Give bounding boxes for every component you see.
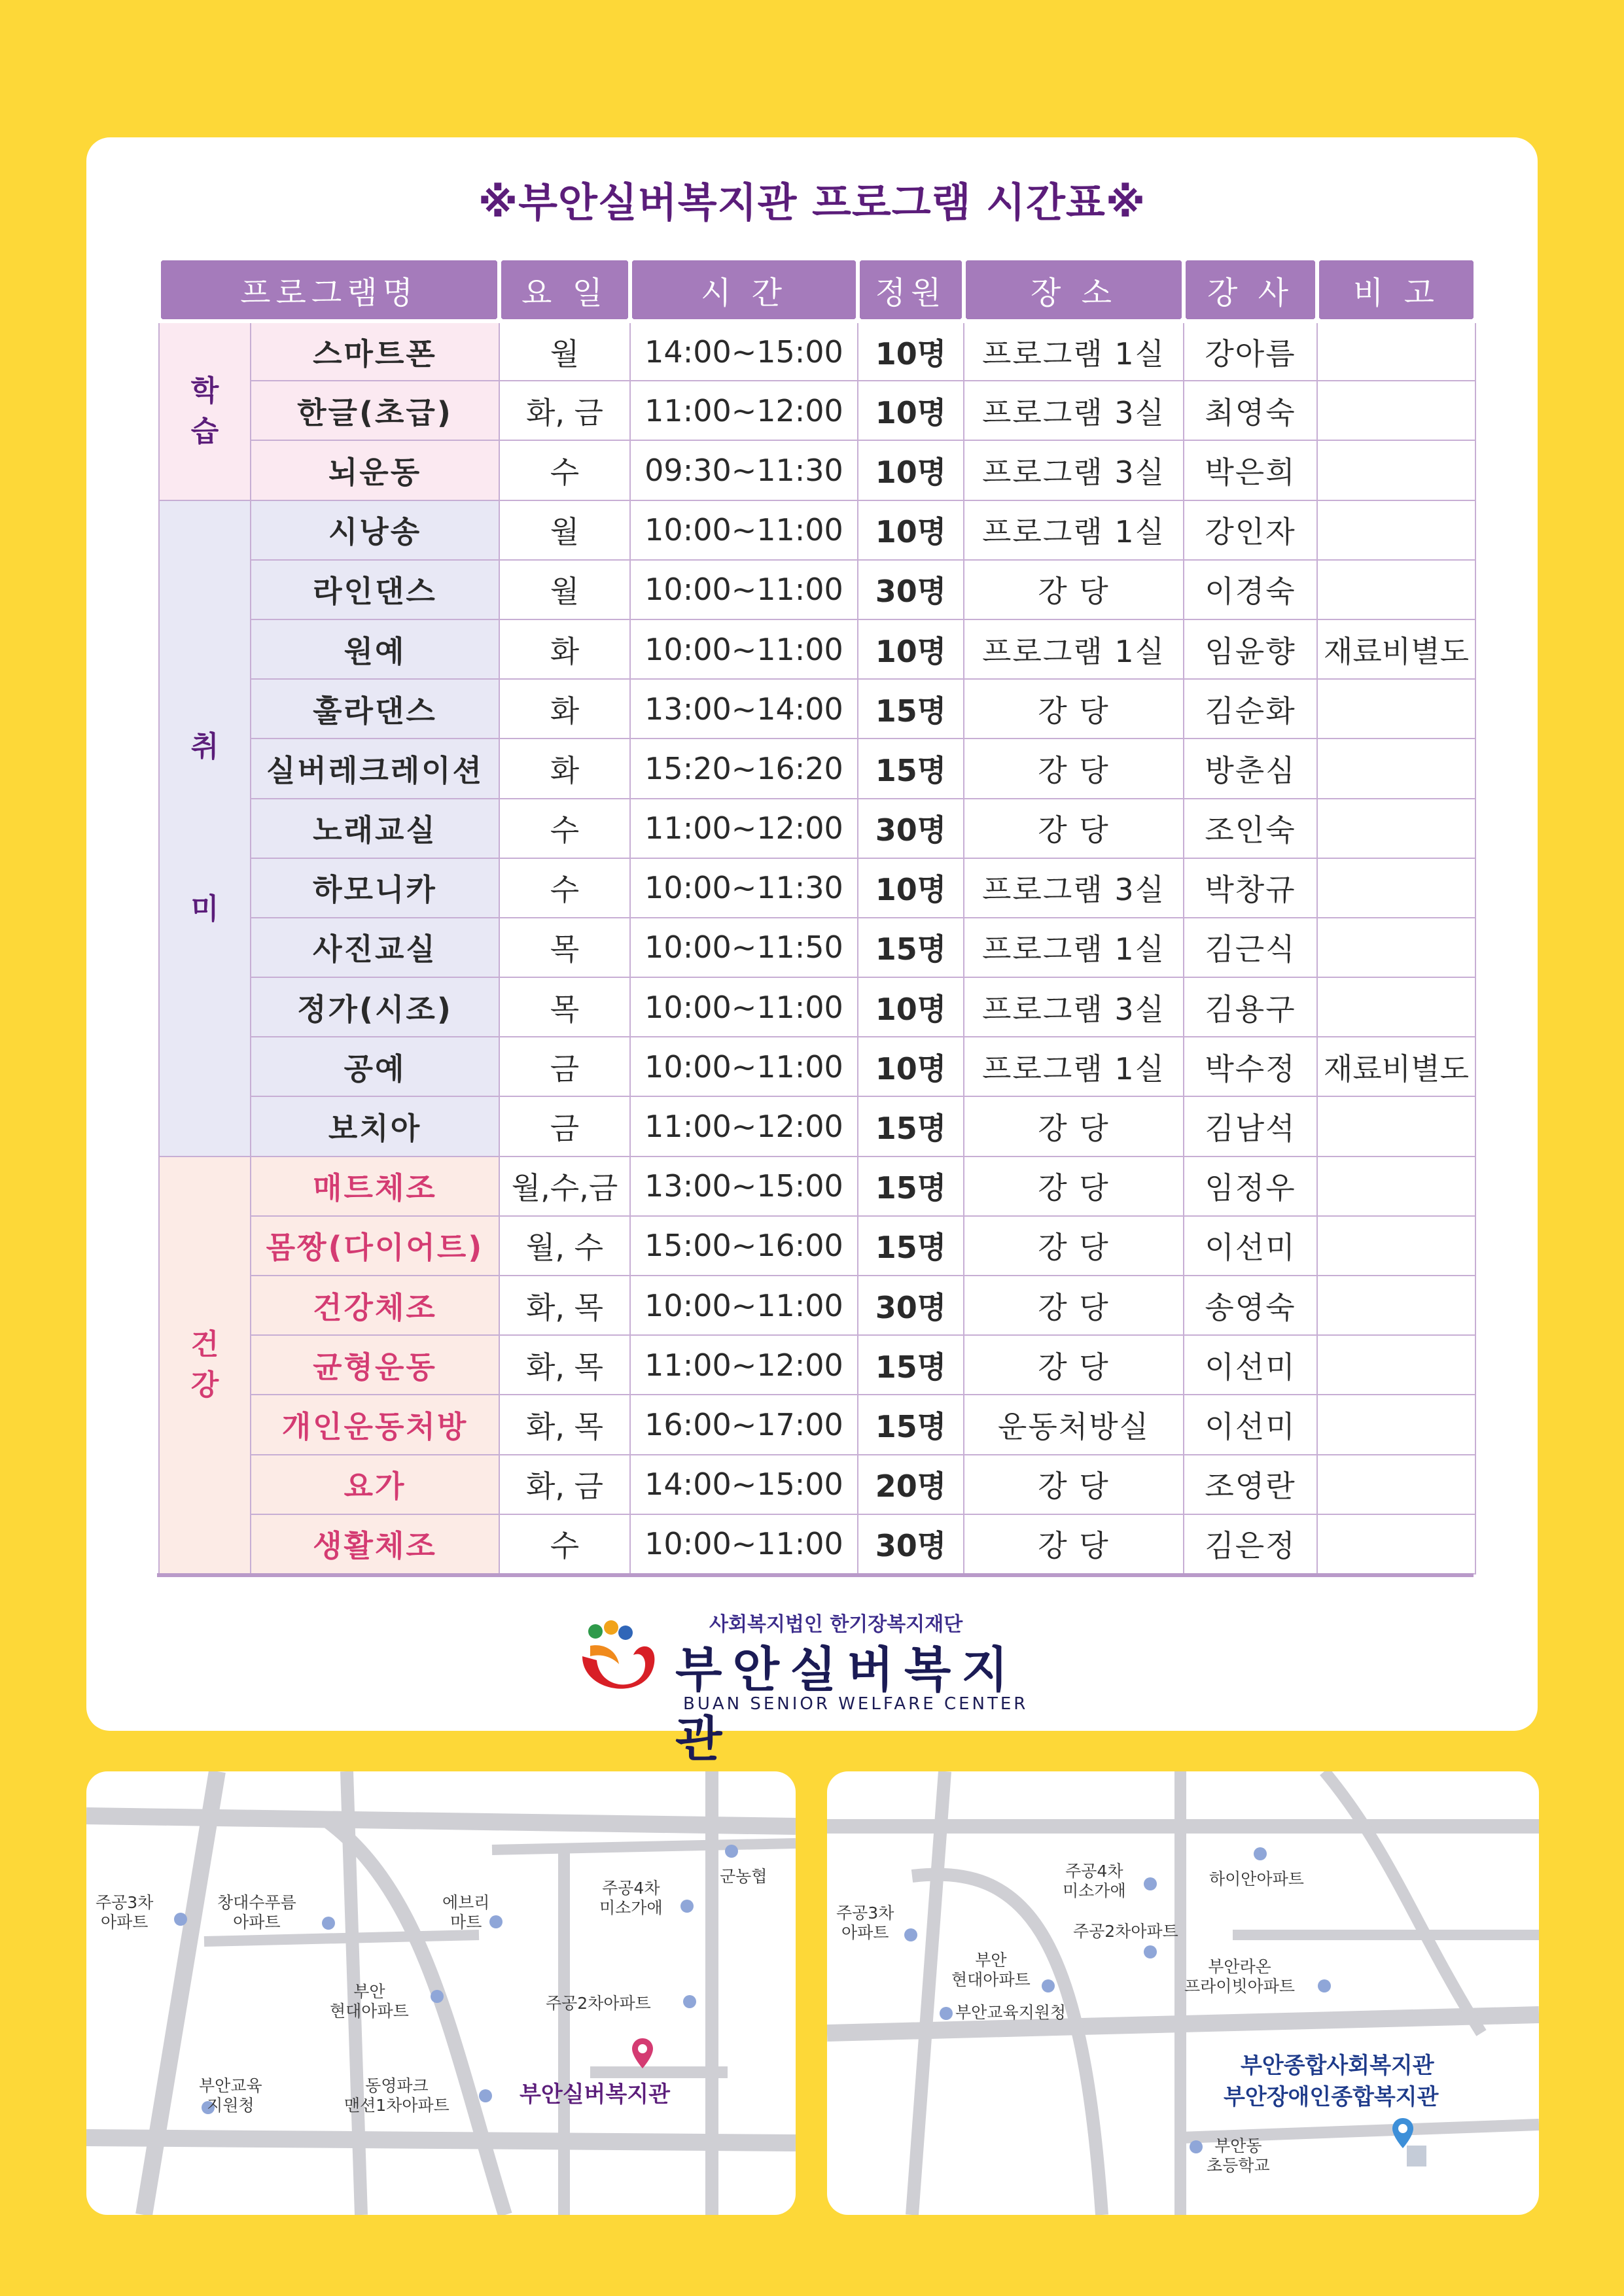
cell-capacity: 15명	[858, 739, 964, 798]
logo-subtitle: 사회복지법인 한기장복지재단	[709, 1613, 963, 1636]
cell-teacher: 김용구	[1184, 977, 1317, 1037]
cell-teacher: 김은정	[1184, 1514, 1317, 1574]
page-title: ※부안실버복지관 프로그램 시간표※	[478, 179, 1146, 226]
table-row	[159, 1157, 1475, 1216]
cell-program-name: 보치아	[251, 1096, 499, 1156]
cell-place: 프로그램 3실	[964, 858, 1184, 918]
cell-day: 화, 목	[499, 1395, 630, 1454]
table-row	[159, 560, 1475, 619]
map1-jugong4-label: 주공4차 미소가애	[599, 1879, 663, 1917]
cell-time: 10:00~11:00	[630, 500, 858, 560]
cell-capacity: 10명	[858, 977, 964, 1037]
cell-teacher: 조영란	[1184, 1455, 1317, 1514]
cell-day: 수	[499, 1514, 630, 1574]
cell-capacity: 10명	[858, 321, 964, 381]
cell-place: 운동처방실	[964, 1395, 1184, 1454]
map1-edu-label: 부안교육 지원청	[199, 2076, 262, 2115]
cell-program-name: 라인댄스	[251, 560, 499, 619]
cell-day: 화, 목	[499, 1335, 630, 1395]
cell-place: 강 당	[964, 1276, 1184, 1335]
map2-destination-1: 부안종합사회복지관	[1241, 2053, 1434, 2079]
cell-place: 강 당	[964, 1096, 1184, 1156]
cell-place: 강 당	[964, 739, 1184, 798]
cell-place: 프로그램 1실	[964, 321, 1184, 381]
cell-time: 11:00~12:00	[630, 1335, 858, 1395]
cell-time: 11:00~12:00	[630, 381, 858, 440]
cell-time: 11:00~12:00	[630, 1096, 858, 1156]
cell-time: 10:00~11:00	[630, 1037, 858, 1096]
cell-time: 16:00~17:00	[630, 1395, 858, 1454]
cell-program-name: 정가(시조)	[251, 977, 499, 1037]
logo	[571, 1603, 1068, 1767]
map2-school-label: 부안동 초등학교	[1207, 2136, 1270, 2175]
cell-time: 10:00~11:50	[630, 918, 858, 977]
cell-note	[1317, 739, 1475, 798]
map1-jugong3-label: 주공3차 아파트	[96, 1893, 154, 1932]
cell-teacher: 최영숙	[1184, 381, 1317, 440]
table-row	[159, 739, 1475, 798]
cell-capacity: 15명	[858, 1335, 964, 1395]
cell-place: 프로그램 1실	[964, 1037, 1184, 1096]
cell-note	[1317, 321, 1475, 381]
cell-program-name: 스마트폰	[251, 321, 499, 381]
map-welfare-center	[827, 1771, 1539, 2215]
table-row	[159, 1276, 1475, 1335]
cell-program-name: 노래교실	[251, 799, 499, 858]
cell-teacher: 조인숙	[1184, 799, 1317, 858]
map1-changdae-label: 창대수푸름 아파트	[217, 1893, 296, 1932]
cell-time: 14:00~15:00	[630, 321, 858, 381]
table-row	[159, 1514, 1475, 1574]
cell-day: 월	[499, 500, 630, 560]
cell-note	[1317, 500, 1475, 560]
cell-place: 강 당	[964, 560, 1184, 619]
map2-jugong2-dot	[1144, 1945, 1157, 1958]
cell-capacity: 10명	[858, 1037, 964, 1096]
cell-place: 강 당	[964, 799, 1184, 858]
cell-teacher: 방춘심	[1184, 739, 1317, 798]
cell-capacity: 10명	[858, 858, 964, 918]
map1-nonghyup-label: 군농협	[720, 1867, 768, 1886]
cell-day: 수	[499, 440, 630, 500]
header-place: 장 소	[964, 258, 1184, 321]
header-teacher: 강 사	[1184, 258, 1317, 321]
cell-program-name: 개인운동처방	[251, 1395, 499, 1454]
table-bottom-rule	[157, 1573, 1474, 1577]
header-day: 요 일	[499, 258, 630, 321]
header-time: 시 간	[630, 258, 858, 321]
cell-time: 10:00~11:00	[630, 1276, 858, 1335]
cell-note	[1317, 1096, 1475, 1156]
map1-hyundai-label: 부안 현대아파트	[330, 1982, 409, 2021]
map2-roads	[827, 1771, 1539, 2215]
cell-program-name: 뇌운동	[251, 440, 499, 500]
cell-note	[1317, 977, 1475, 1037]
table-row	[159, 1455, 1475, 1514]
map1-jugong3-dot	[174, 1913, 187, 1926]
schedule-table	[157, 256, 1477, 1574]
map2-hyundai-label: 부안 현대아파트	[951, 1951, 1031, 1989]
map1-destination: 부안실버복지관	[520, 2081, 670, 2108]
category-health: 건 강	[159, 1157, 251, 1574]
cell-capacity: 15명	[858, 1216, 964, 1276]
cell-place: 프로그램 3실	[964, 381, 1184, 440]
cell-note	[1317, 1276, 1475, 1335]
map2-laon-dot	[1318, 1979, 1331, 1992]
table-row	[159, 1037, 1475, 1096]
map1-dongyoung-dot	[479, 2089, 492, 2102]
cell-place: 강 당	[964, 1216, 1184, 1276]
cell-teacher: 송영숙	[1184, 1276, 1317, 1335]
category-learn: 학 습	[159, 321, 251, 500]
cell-time: 15:00~16:00	[630, 1216, 858, 1276]
cell-teacher: 김근식	[1184, 918, 1317, 977]
cell-day: 화, 금	[499, 1455, 630, 1514]
table-row	[159, 1216, 1475, 1276]
map2-location-pin-icon	[1391, 2117, 1430, 2169]
cell-teacher: 이선미	[1184, 1395, 1317, 1454]
cell-time: 10:00~11:00	[630, 977, 858, 1037]
cell-day: 화	[499, 739, 630, 798]
cell-place: 프로그램 3실	[964, 977, 1184, 1037]
cell-capacity: 30명	[858, 799, 964, 858]
map-silver-center	[86, 1771, 796, 2215]
cell-day: 목	[499, 977, 630, 1037]
map1-evri-dot	[489, 1915, 503, 1928]
map1-evri-label: 에브리 마트	[442, 1893, 490, 1932]
cell-teacher: 박창규	[1184, 858, 1317, 918]
cell-capacity: 15명	[858, 1157, 964, 1216]
cell-note	[1317, 1514, 1475, 1574]
header-note: 비 고	[1317, 258, 1475, 321]
cell-note	[1317, 679, 1475, 739]
cell-teacher: 임정우	[1184, 1157, 1317, 1216]
cell-teacher: 이선미	[1184, 1216, 1317, 1276]
cell-program-name: 하모니카	[251, 858, 499, 918]
cell-time: 10:00~11:00	[630, 619, 858, 679]
cell-program-name: 균형운동	[251, 1335, 499, 1395]
cell-program-name: 한글(초급)	[251, 381, 499, 440]
schedule-card	[86, 137, 1538, 1767]
cell-day: 월	[499, 321, 630, 381]
map2-jugong3-label: 주공3차 아파트	[836, 1904, 894, 1942]
cell-capacity: 30명	[858, 560, 964, 619]
header-program: 프로그램명	[159, 258, 499, 321]
category-hobby: 취 미	[159, 500, 251, 1157]
cell-place: 강 당	[964, 1514, 1184, 1574]
cell-teacher: 김순화	[1184, 679, 1317, 739]
cell-teacher: 이선미	[1184, 1335, 1317, 1395]
cell-day: 월,수,금	[499, 1157, 630, 1216]
table-row	[159, 1395, 1475, 1454]
map2-jugong4-dot	[1144, 1877, 1157, 1890]
cell-note	[1317, 918, 1475, 977]
cell-place: 프로그램 3실	[964, 440, 1184, 500]
map2-jugong2-label: 주공2차아파트	[1073, 1922, 1178, 1941]
cell-program-name: 실버레크레이션	[251, 739, 499, 798]
cell-time: 10:00~11:30	[630, 858, 858, 918]
cell-place: 강 당	[964, 679, 1184, 739]
table-row	[159, 799, 1475, 858]
cell-day: 월	[499, 560, 630, 619]
cell-note: 재료비별도	[1317, 619, 1475, 679]
cell-day: 수	[499, 858, 630, 918]
map2-jugong4-label: 주공4차 미소가애	[1063, 1862, 1126, 1900]
cell-capacity: 15명	[858, 1096, 964, 1156]
cell-note	[1317, 858, 1475, 918]
header-capacity: 정원	[858, 258, 964, 321]
map1-location-pin-icon	[631, 2037, 654, 2070]
map1-jugong2-label: 주공2차아파트	[546, 1994, 651, 2013]
cell-note	[1317, 560, 1475, 619]
table-row	[159, 977, 1475, 1037]
map2-edu-label: 부안교육지원청	[955, 2003, 1067, 2022]
map2-laon-label: 부안라온 프라이빗아파트	[1184, 1957, 1296, 1996]
table-row	[159, 440, 1475, 500]
table-row	[159, 918, 1475, 977]
cell-teacher: 박은희	[1184, 440, 1317, 500]
cell-time: 14:00~15:00	[630, 1455, 858, 1514]
cell-teacher: 강인자	[1184, 500, 1317, 560]
cell-day: 목	[499, 918, 630, 977]
cell-teacher: 박수정	[1184, 1037, 1317, 1096]
cell-time: 13:00~15:00	[630, 1157, 858, 1216]
cell-day: 금	[499, 1096, 630, 1156]
map2-destination-2: 부안장애인종합복지관	[1224, 2084, 1439, 2110]
cell-place: 프로그램 1실	[964, 918, 1184, 977]
table-header-row	[159, 258, 1475, 321]
cell-place: 프로그램 1실	[964, 500, 1184, 560]
cell-program-name: 사진교실	[251, 918, 499, 977]
table-row	[159, 679, 1475, 739]
cell-day: 화, 목	[499, 1276, 630, 1335]
map2-jugong3-dot	[904, 1928, 917, 1941]
cell-note	[1317, 1216, 1475, 1276]
map1-changdae-dot	[322, 1917, 335, 1930]
cell-day: 화	[499, 679, 630, 739]
cell-teacher: 김남석	[1184, 1096, 1317, 1156]
map2-hyundai-dot	[1042, 1979, 1055, 1992]
cell-place: 강 당	[964, 1335, 1184, 1395]
table-row	[159, 1096, 1475, 1156]
table-row	[159, 858, 1475, 918]
logo-title: 부안실버복지관	[675, 1642, 1019, 1767]
cell-program-name: 생활체조	[251, 1514, 499, 1574]
cell-day: 수	[499, 799, 630, 858]
cell-time: 15:20~16:20	[630, 739, 858, 798]
map2-school-dot	[1190, 2140, 1203, 2153]
cell-note	[1317, 1335, 1475, 1395]
cell-capacity: 10명	[858, 381, 964, 440]
cell-place: 강 당	[964, 1157, 1184, 1216]
map1-jugong4-dot	[680, 1900, 694, 1913]
cell-time: 09:30~11:30	[630, 440, 858, 500]
logo-mark-icon	[571, 1617, 669, 1702]
cell-program-name: 시낭송	[251, 500, 499, 560]
cell-time: 11:00~12:00	[630, 799, 858, 858]
cell-note	[1317, 1395, 1475, 1454]
cell-program-name: 훌라댄스	[251, 679, 499, 739]
cell-place: 강 당	[964, 1455, 1184, 1514]
cell-day: 금	[499, 1037, 630, 1096]
cell-program-name: 몸짱(다이어트)	[251, 1216, 499, 1276]
cell-capacity: 10명	[858, 619, 964, 679]
map1-hyundai-dot	[431, 1990, 444, 2003]
table-row	[159, 321, 1475, 381]
cell-capacity: 15명	[858, 679, 964, 739]
cell-capacity: 30명	[858, 1514, 964, 1574]
cell-note	[1317, 1455, 1475, 1514]
map2-edu-dot	[940, 2007, 953, 2020]
cell-time: 10:00~11:00	[630, 560, 858, 619]
cell-time: 10:00~11:00	[630, 1514, 858, 1574]
logo-english: BUAN SENIOR WELFARE CENTER	[683, 1694, 1029, 1714]
cell-program-name: 공예	[251, 1037, 499, 1096]
cell-day: 화	[499, 619, 630, 679]
cell-day: 월, 수	[499, 1216, 630, 1276]
map1-nonghyup-dot	[725, 1845, 738, 1858]
cell-program-name: 건강체조	[251, 1276, 499, 1335]
cell-program-name: 요가	[251, 1455, 499, 1514]
cell-teacher: 강아름	[1184, 321, 1317, 381]
cell-time: 13:00~14:00	[630, 679, 858, 739]
map2-hiin-dot	[1254, 1847, 1267, 1860]
cell-capacity: 10명	[858, 440, 964, 500]
cell-teacher: 임윤향	[1184, 619, 1317, 679]
cell-program-name: 매트체조	[251, 1157, 499, 1216]
cell-teacher: 이경숙	[1184, 560, 1317, 619]
cell-capacity: 30명	[858, 1276, 964, 1335]
cell-capacity: 15명	[858, 1395, 964, 1454]
cell-capacity: 10명	[858, 500, 964, 560]
cell-program-name: 원예	[251, 619, 499, 679]
cell-note: 재료비별도	[1317, 1037, 1475, 1096]
cell-note	[1317, 1157, 1475, 1216]
cell-day: 화, 금	[499, 381, 630, 440]
table-row	[159, 500, 1475, 560]
cell-note	[1317, 440, 1475, 500]
map1-jugong2-dot	[683, 1995, 696, 2008]
cell-capacity: 15명	[858, 918, 964, 977]
cell-place: 프로그램 1실	[964, 619, 1184, 679]
cell-capacity: 20명	[858, 1455, 964, 1514]
table-row	[159, 619, 1475, 679]
map1-dongyoung-label: 동영파크 맨션1차아파트	[344, 2076, 450, 2115]
table-row	[159, 1335, 1475, 1395]
table-row	[159, 381, 1475, 440]
map2-hiin-label: 하이안아파트	[1209, 1870, 1304, 1888]
cell-note	[1317, 381, 1475, 440]
cell-note	[1317, 799, 1475, 858]
